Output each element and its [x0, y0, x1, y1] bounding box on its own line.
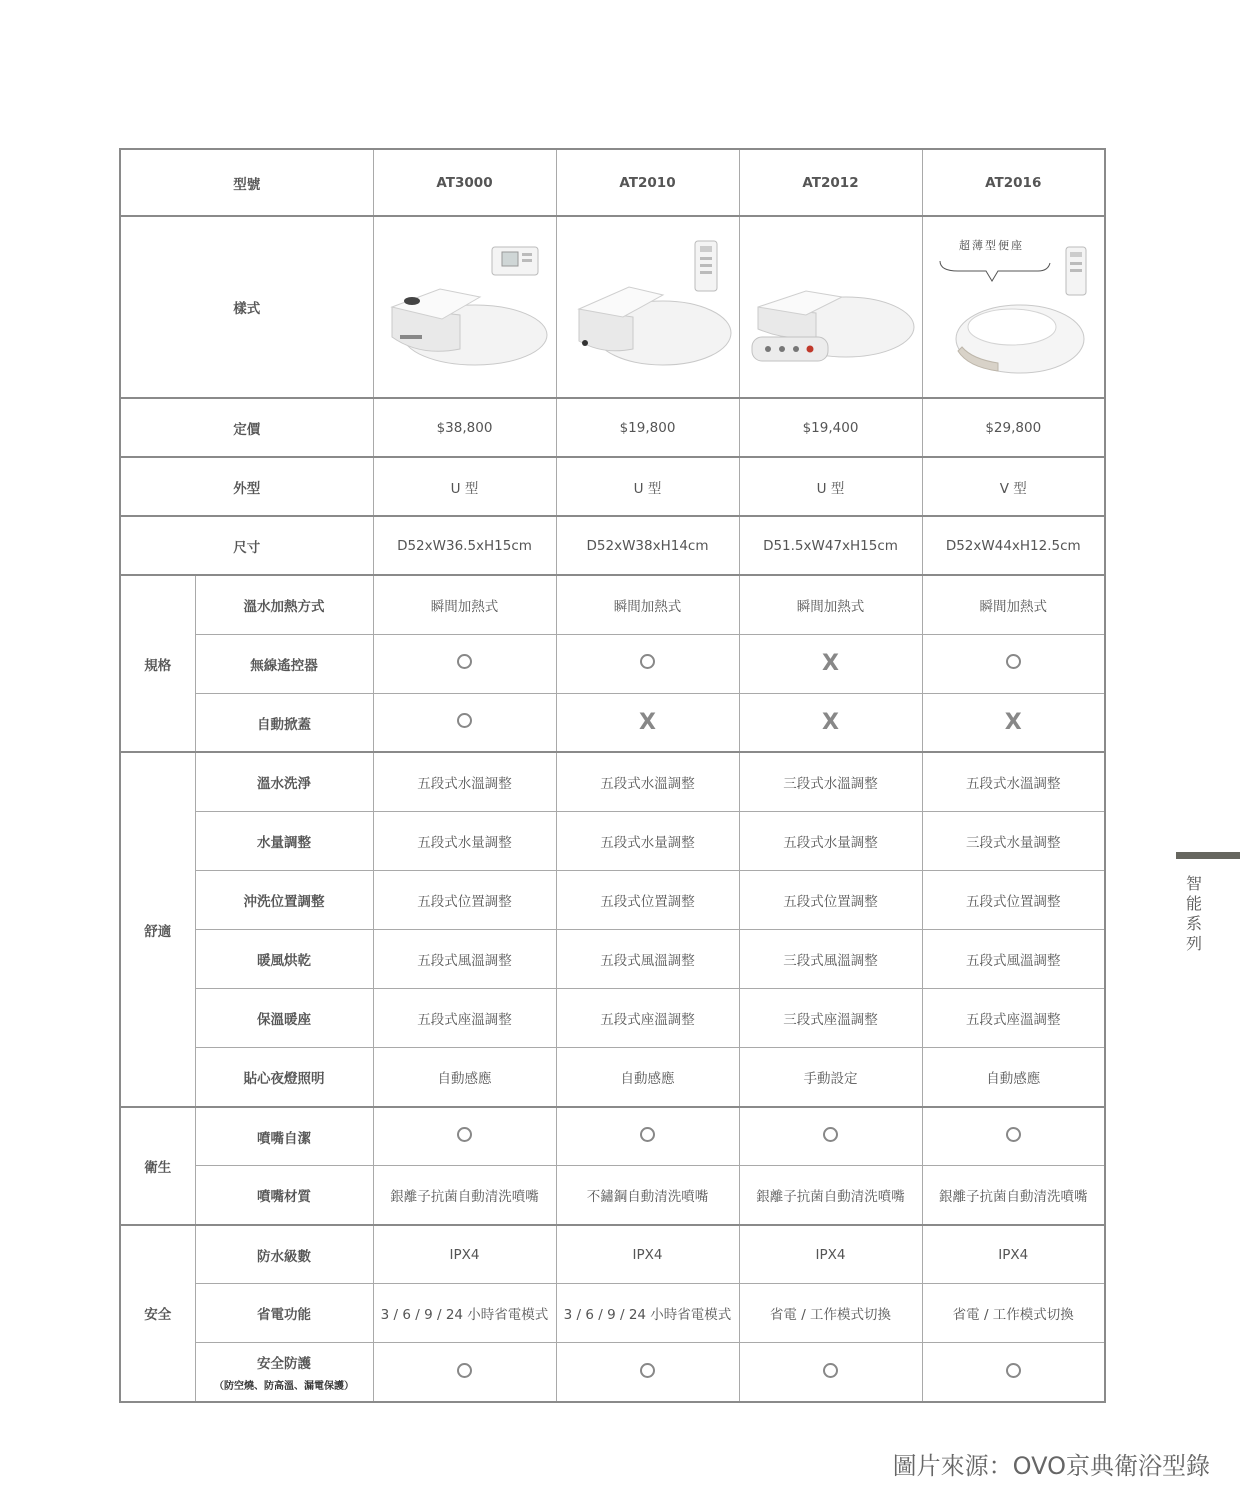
row-label [195, 693, 373, 752]
spec-row [120, 1284, 1105, 1343]
section-tab-bar [1176, 852, 1240, 859]
row-label: 尺寸 [120, 516, 373, 575]
spec-value: 省電 / 工作模式切換 [922, 1284, 1105, 1343]
spec-value: 五段式風溫調整 [556, 930, 739, 989]
yes-mark [1006, 1127, 1021, 1142]
section-tab-char: 系 [1185, 914, 1202, 933]
spec-value: 銀離子抗菌自動清洗噴嘴 [373, 1166, 556, 1225]
spec-value: V 型 [922, 457, 1105, 516]
row-label-note: （防空燒、防高溫、漏電保護） [214, 1381, 354, 1393]
row-label [195, 812, 373, 871]
group-label: 安全 [120, 1225, 195, 1402]
spec-value: 五段式水溫調整 [373, 752, 556, 811]
model-name: AT3000 [373, 149, 556, 216]
spec-value: 五段式風溫調整 [922, 930, 1105, 989]
row-label-text: 溫水加熱方式 [243, 599, 325, 616]
spec-value: 自動感應 [556, 1048, 739, 1107]
row-label [195, 989, 373, 1048]
spec-row [120, 1343, 1105, 1402]
spec-value: 手動設定 [739, 1048, 922, 1107]
spec-value: 三段式水量調整 [922, 812, 1105, 871]
spec-value [739, 1107, 922, 1166]
spec-value [556, 1343, 739, 1402]
spec-value: U 型 [739, 457, 922, 516]
row-label-text: 水量調整 [257, 835, 311, 852]
spec-value: 五段式水量調整 [739, 812, 922, 871]
row-label-text: 安全防護 [257, 1356, 311, 1373]
spec-row [120, 930, 1105, 989]
spec-value: IPX4 [739, 1225, 922, 1284]
row-label [195, 930, 373, 989]
spec-value: D52xW36.5xH15cm [373, 516, 556, 575]
spec-value: 五段式位置調整 [739, 871, 922, 930]
yes-mark [640, 1363, 655, 1378]
spec-table [119, 148, 1106, 1403]
spec-value [922, 1107, 1105, 1166]
spec-value [922, 1343, 1105, 1402]
spec-value [373, 634, 556, 693]
yes-mark [640, 1127, 655, 1142]
row-label [195, 1225, 373, 1284]
row-label-text: 溫水洗淨 [257, 776, 311, 793]
yes-mark [457, 713, 472, 728]
row-label [195, 1284, 373, 1343]
spec-value: 自動感應 [922, 1048, 1105, 1107]
model-name: AT2010 [556, 149, 739, 216]
row-label [195, 1166, 373, 1225]
section-tab-char: 智 [1185, 874, 1202, 893]
row-label [195, 871, 373, 930]
spec-row [120, 457, 1105, 516]
style-row [120, 216, 1105, 398]
style-label: 樣式 [120, 216, 373, 398]
spec-value: 瞬間加熱式 [373, 575, 556, 634]
row-label [195, 634, 373, 693]
yes-mark [823, 1363, 838, 1378]
section-tab-char: 能 [1185, 894, 1202, 913]
row-label-text: 保溫暖座 [257, 1012, 311, 1029]
toilet-seat-with-control-panel-image [380, 237, 550, 377]
spec-value: 省電 / 工作模式切換 [739, 1284, 922, 1343]
spec-value: 銀離子抗菌自動清洗噴嘴 [922, 1166, 1105, 1225]
row-label-text: 防水級數 [257, 1248, 311, 1265]
spec-row [120, 1225, 1105, 1284]
spec-value: U 型 [556, 457, 739, 516]
model-name: AT2012 [739, 149, 922, 216]
spec-value: IPX4 [556, 1225, 739, 1284]
section-tab-char: 列 [1185, 934, 1202, 953]
spec-value: 三段式座溫調整 [739, 989, 922, 1048]
group-label: 衛生 [120, 1107, 195, 1225]
spec-value [556, 693, 739, 752]
spec-row [120, 634, 1105, 693]
row-label [195, 1343, 373, 1402]
spec-value: 五段式位置調整 [922, 871, 1105, 930]
row-label-text: 無線遙控器 [250, 657, 318, 674]
spec-value: 五段式座溫調整 [373, 989, 556, 1048]
spec-row [120, 871, 1105, 930]
product-image-at2016 [922, 216, 1105, 398]
spec-row [120, 1048, 1105, 1107]
row-label [195, 1107, 373, 1166]
spec-row [120, 812, 1105, 871]
spec-value: 自動感應 [373, 1048, 556, 1107]
model-name: AT2016 [922, 149, 1105, 216]
spec-value: 五段式水溫調整 [922, 752, 1105, 811]
image-source-caption: 圖片來源：OVO京典衛浴型錄 [892, 1452, 1210, 1480]
spec-value: 五段式水量調整 [556, 812, 739, 871]
header-row [120, 149, 1105, 216]
row-label-text: 噴嘴材質 [257, 1189, 311, 1206]
yes-mark [823, 1127, 838, 1142]
spec-value: 五段式座溫調整 [556, 989, 739, 1048]
group-label: 規格 [120, 575, 195, 752]
spec-value: 三段式風溫調整 [739, 930, 922, 989]
yes-mark [1006, 1363, 1021, 1378]
spec-value: D51.5xW47xH15cm [739, 516, 922, 575]
spec-value: 五段式位置調整 [556, 871, 739, 930]
spec-value: 五段式座溫調整 [922, 989, 1105, 1048]
spec-value [739, 1343, 922, 1402]
spec-value: 3 / 6 / 9 / 24 小時省電模式 [556, 1284, 739, 1343]
spec-value [373, 1107, 556, 1166]
product-image-at2012 [739, 216, 922, 398]
group-label: 舒適 [120, 752, 195, 1106]
yes-mark [1006, 654, 1021, 669]
spec-value: $19,800 [556, 398, 739, 457]
spec-value: 銀離子抗菌自動清洗噴嘴 [739, 1166, 922, 1225]
ultra-thin-toilet-seat-with-remote-image [928, 243, 1098, 383]
spec-value: $38,800 [373, 398, 556, 457]
spec-row [120, 398, 1105, 457]
spec-value [739, 634, 922, 693]
spec-row [120, 752, 1105, 811]
spec-value [739, 693, 922, 752]
spec-value: 五段式水量調整 [373, 812, 556, 871]
spec-value: 五段式位置調整 [373, 871, 556, 930]
toilet-seat-with-remote-image [563, 237, 733, 377]
row-label [195, 575, 373, 634]
header-label: 型號 [120, 149, 373, 216]
row-label-text: 省電功能 [257, 1307, 311, 1324]
spec-row [120, 516, 1105, 575]
spec-row [120, 1166, 1105, 1225]
spec-value [556, 634, 739, 693]
row-label [195, 752, 373, 811]
spec-value [556, 1107, 739, 1166]
no-mark: X [822, 650, 839, 676]
spec-value: U 型 [373, 457, 556, 516]
yes-mark [457, 654, 472, 669]
product-image-at3000 [373, 216, 556, 398]
yes-mark [457, 1127, 472, 1142]
spec-row [120, 575, 1105, 634]
spec-value: $19,400 [739, 398, 922, 457]
spec-value: D52xW38xH14cm [556, 516, 739, 575]
row-label [195, 1048, 373, 1107]
row-label: 外型 [120, 457, 373, 516]
spec-value [922, 634, 1105, 693]
yes-mark [457, 1363, 472, 1378]
spec-value [373, 693, 556, 752]
spec-value: 3 / 6 / 9 / 24 小時省電模式 [373, 1284, 556, 1343]
spec-value: 五段式水溫調整 [556, 752, 739, 811]
yes-mark [640, 654, 655, 669]
spec-value [373, 1343, 556, 1402]
ultra-thin-callout: 超薄型便座 [959, 239, 1024, 253]
section-tab [1182, 874, 1206, 954]
no-mark: X [639, 709, 656, 735]
spec-value: $29,800 [922, 398, 1105, 457]
row-label-text: 暖風烘乾 [257, 953, 311, 970]
spec-value: IPX4 [922, 1225, 1105, 1284]
row-label: 定價 [120, 398, 373, 457]
spec-value: 瞬間加熱式 [739, 575, 922, 634]
spec-value: 瞬間加熱式 [922, 575, 1105, 634]
row-label-text: 貼心夜燈照明 [243, 1070, 325, 1087]
no-mark: X [1004, 709, 1022, 735]
product-image-at2010 [556, 216, 739, 398]
spec-value: D52xW44xH12.5cm [922, 516, 1105, 575]
spec-row [120, 693, 1105, 752]
spec-value: 不鏽鋼自動清洗噴嘴 [556, 1166, 739, 1225]
row-label-text: 自動掀蓋 [257, 716, 311, 733]
row-label-text: 沖洗位置調整 [243, 894, 325, 911]
spec-value: 瞬間加熱式 [556, 575, 739, 634]
no-mark: X [822, 709, 839, 735]
spec-row [120, 989, 1105, 1048]
spec-value: 三段式水溫調整 [739, 752, 922, 811]
toilet-seat-with-side-panel-image [746, 237, 916, 377]
spec-value [922, 693, 1105, 752]
spec-row [120, 1107, 1105, 1166]
spec-value: IPX4 [373, 1225, 556, 1284]
spec-value: 五段式風溫調整 [373, 930, 556, 989]
row-label-text: 噴嘴自潔 [257, 1130, 311, 1147]
